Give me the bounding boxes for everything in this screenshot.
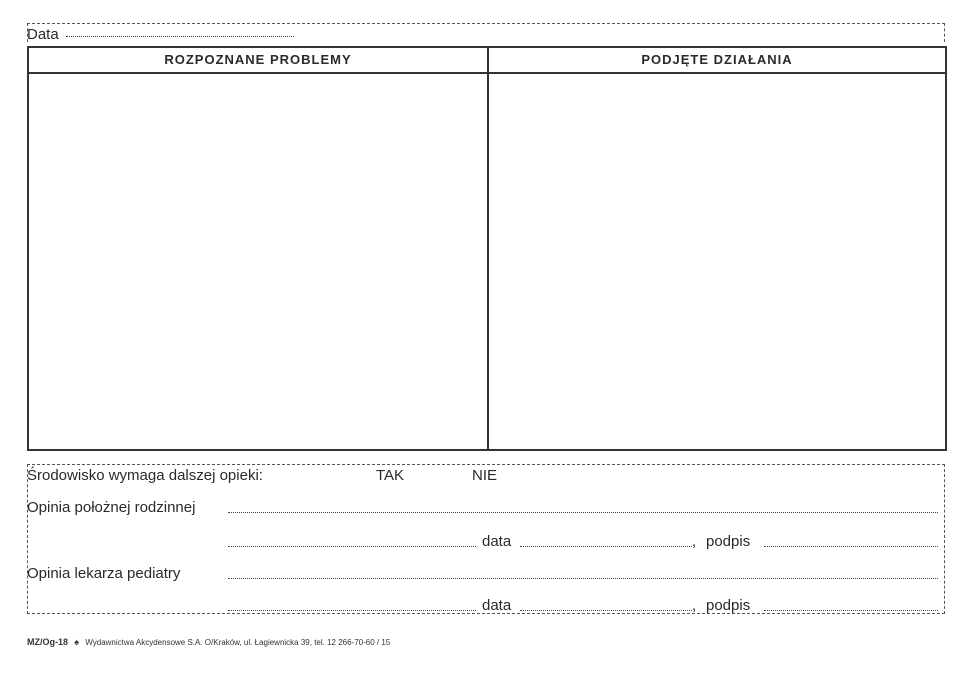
publisher-logo-icon: ♠: [74, 637, 80, 647]
date-box: [27, 23, 945, 42]
pediatrician-comma: ,: [692, 597, 697, 614]
pediatrician-signature-field[interactable]: [764, 610, 938, 611]
pediatrician-date-field[interactable]: [520, 610, 692, 611]
midwife-comma: ,: [692, 533, 697, 550]
option-no[interactable]: NIE: [472, 467, 498, 484]
publisher-info: Wydawnictwa Akcydensowe S.A. O/Kraków, ul. Łagiewnicka 39, tel. 12 266-70-60 / 15: [85, 638, 391, 647]
header-divider: [29, 72, 945, 74]
midwife-date-field[interactable]: [520, 546, 692, 547]
pediatrician-opinion-field-2[interactable]: [228, 610, 476, 611]
pediatrician-opinion-label: Opinia lekarza pediatry: [27, 565, 181, 582]
midwife-opinion-field-2[interactable]: [228, 546, 476, 547]
pediatrician-date-label: data: [482, 597, 512, 614]
form-code: MZ/Og-18: [27, 637, 69, 647]
pediatrician-opinion-field[interactable]: [228, 578, 938, 579]
environment-care-label: Środowisko wymaga dalszej opieki:: [27, 467, 263, 484]
midwife-signature-label: podpis: [706, 533, 751, 550]
date-label: Data: [27, 26, 59, 43]
midwife-opinion-label: Opinia położnej rodzinnej: [27, 499, 196, 516]
column-divider: [487, 48, 489, 449]
option-yes[interactable]: TAK: [376, 467, 405, 484]
midwife-date-label: data: [482, 533, 512, 550]
midwife-signature-field[interactable]: [764, 546, 938, 547]
pediatrician-signature-label: podpis: [706, 597, 751, 614]
midwife-opinion-field[interactable]: [228, 512, 938, 513]
date-field[interactable]: [66, 36, 294, 37]
actions-taken-header: PODJĘTE DZIAŁANIA: [641, 52, 793, 67]
problems-actions-table: [27, 46, 947, 451]
form-footer: [27, 637, 390, 648]
recognized-problems-header: ROZPOZNANE PROBLEMY: [164, 52, 352, 67]
